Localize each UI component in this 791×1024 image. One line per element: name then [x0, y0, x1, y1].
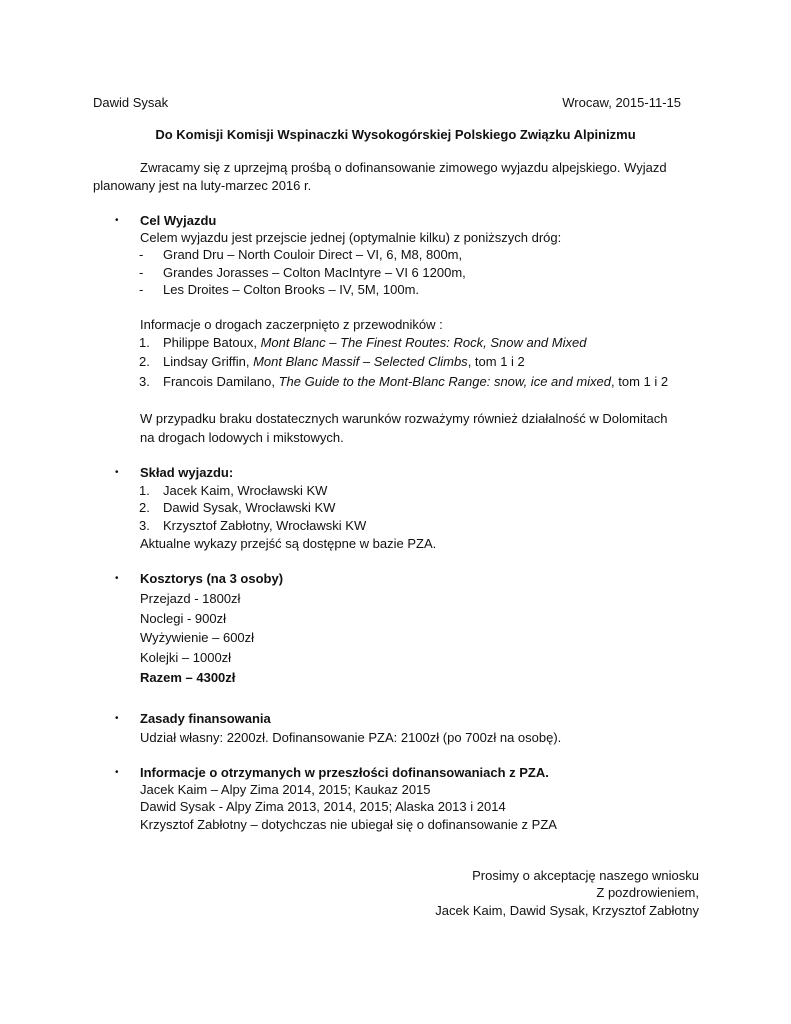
cost-item: Kolejki – 1000zł — [140, 650, 232, 665]
historia-heading: Informacje o otrzymanych w przeszłości dofinansowaniach z PZA. — [140, 765, 549, 780]
koszty-heading: Kosztorys (na 3 osoby) — [140, 571, 284, 586]
historia-line: Dawid Sysak - Alpy Zima 2013, 2014, 2015; Alaska 2013 i 2014 — [140, 799, 506, 814]
list-number: 1. — [139, 335, 150, 350]
author-name: Dawid Sysak — [93, 95, 169, 110]
list-number: 3. — [139, 518, 150, 533]
bullet-icon: • — [115, 713, 119, 724]
guide-author: Philippe Batoux, — [163, 335, 261, 350]
list-dash: - — [139, 282, 144, 297]
historia-line: Jacek Kaim – Alpy Zima 2014, 2015; Kaukaz 2015 — [140, 782, 431, 797]
list-dash: - — [139, 265, 144, 280]
closing-line-2: Z pozdrowieniem, — [596, 885, 699, 900]
guide-title: Mont Blanc Massif – Selected Climbs — [253, 354, 468, 369]
guide-item — [163, 373, 668, 391]
cel-heading: Cel Wyjazdu — [140, 213, 217, 228]
bullet-icon: • — [115, 215, 119, 226]
guide-title: Mont Blanc – The Finest Routes: Rock, Snow and Mixed — [260, 335, 587, 350]
guide-item — [163, 353, 525, 371]
zasady-heading: Zasady finansowania — [140, 711, 271, 726]
intro-line-2: planowany jest na luty-marzec 2016 r. — [93, 178, 312, 193]
cost-item: Noclegi - 900zł — [140, 611, 226, 626]
member-item: Krzysztof Zabłotny, Wrocławski KW — [163, 518, 367, 533]
alternative-line-2: na drogach lodowych i mikstowych. — [140, 430, 344, 445]
historia-line: Krzysztof Zabłotny – dotychczas nie ubiegał się o dofinansowanie z PZA — [140, 817, 557, 832]
intro-line-1: Zwracamy się z uprzejmą prośbą o dofinansowanie zimowego wyjazdu alpejskiego. Wyjazd — [140, 160, 667, 175]
signatures: Jacek Kaim, Dawid Sysak, Krzysztof Zabłotny — [435, 903, 699, 918]
route-item: Grandes Jorasses – Colton MacIntyre – VI 6 1200m, — [163, 265, 466, 280]
list-dash: - — [139, 247, 144, 262]
guide-suffix: , tom 1 i 2 — [611, 374, 669, 389]
list-number: 2. — [139, 500, 150, 515]
closing-line-1: Prosimy o akceptację naszego wniosku — [472, 868, 699, 883]
guide-author: Lindsay Griffin, — [163, 354, 254, 369]
bullet-icon: • — [115, 767, 119, 778]
sklad-note: Aktualne wykazy przejść są dostępne w bazie PZA. — [140, 536, 437, 551]
guide-title: The Guide to the Mont-Blanc Range: snow, ice and mixed — [278, 374, 612, 389]
alternative-line-1: W przypadku braku dostatecznych warunków rozważymy również działalność w Dolomitach — [140, 411, 668, 426]
list-number: 1. — [139, 483, 150, 498]
list-number: 3. — [139, 374, 150, 389]
bullet-icon: • — [115, 467, 119, 478]
place-date: Wrocaw, 2015-11-15 — [562, 95, 681, 110]
cost-item: Wyżywienie – 600zł — [140, 630, 255, 645]
addressee: Do Komisji Komisji Wspinaczki Wysokogórskiej Polskiego Związku Alpinizmu — [155, 127, 636, 142]
guide-item — [163, 334, 586, 352]
cost-item: Przejazd - 1800zł — [140, 591, 241, 606]
zasady-text: Udział własny: 2200zł. Dofinansowanie PZA: 2100zł (po 700zł na osobę). — [140, 730, 562, 745]
guide-suffix: , tom 1 i 2 — [467, 354, 525, 369]
guides-lead: Informacje o drogach zaczerpnięto z przewodników : — [140, 317, 443, 332]
sklad-heading: Skład wyjazdu: — [140, 465, 234, 480]
guide-author: Francois Damilano, — [163, 374, 279, 389]
list-number: 2. — [139, 354, 150, 369]
member-item: Dawid Sysak, Wrocławski KW — [163, 500, 336, 515]
cel-lead: Celem wyjazdu jest przejscie jednej (optymalnie kilku) z poniższych dróg: — [140, 230, 562, 245]
member-item: Jacek Kaim, Wrocławski KW — [163, 483, 328, 498]
route-item: Grand Dru – North Couloir Direct – VI, 6, M8, 800m, — [163, 247, 463, 262]
bullet-icon: • — [115, 573, 119, 584]
cost-total: Razem – 4300zł — [140, 670, 236, 685]
route-item: Les Droites – Colton Brooks – IV, 5M, 100m. — [163, 282, 420, 297]
